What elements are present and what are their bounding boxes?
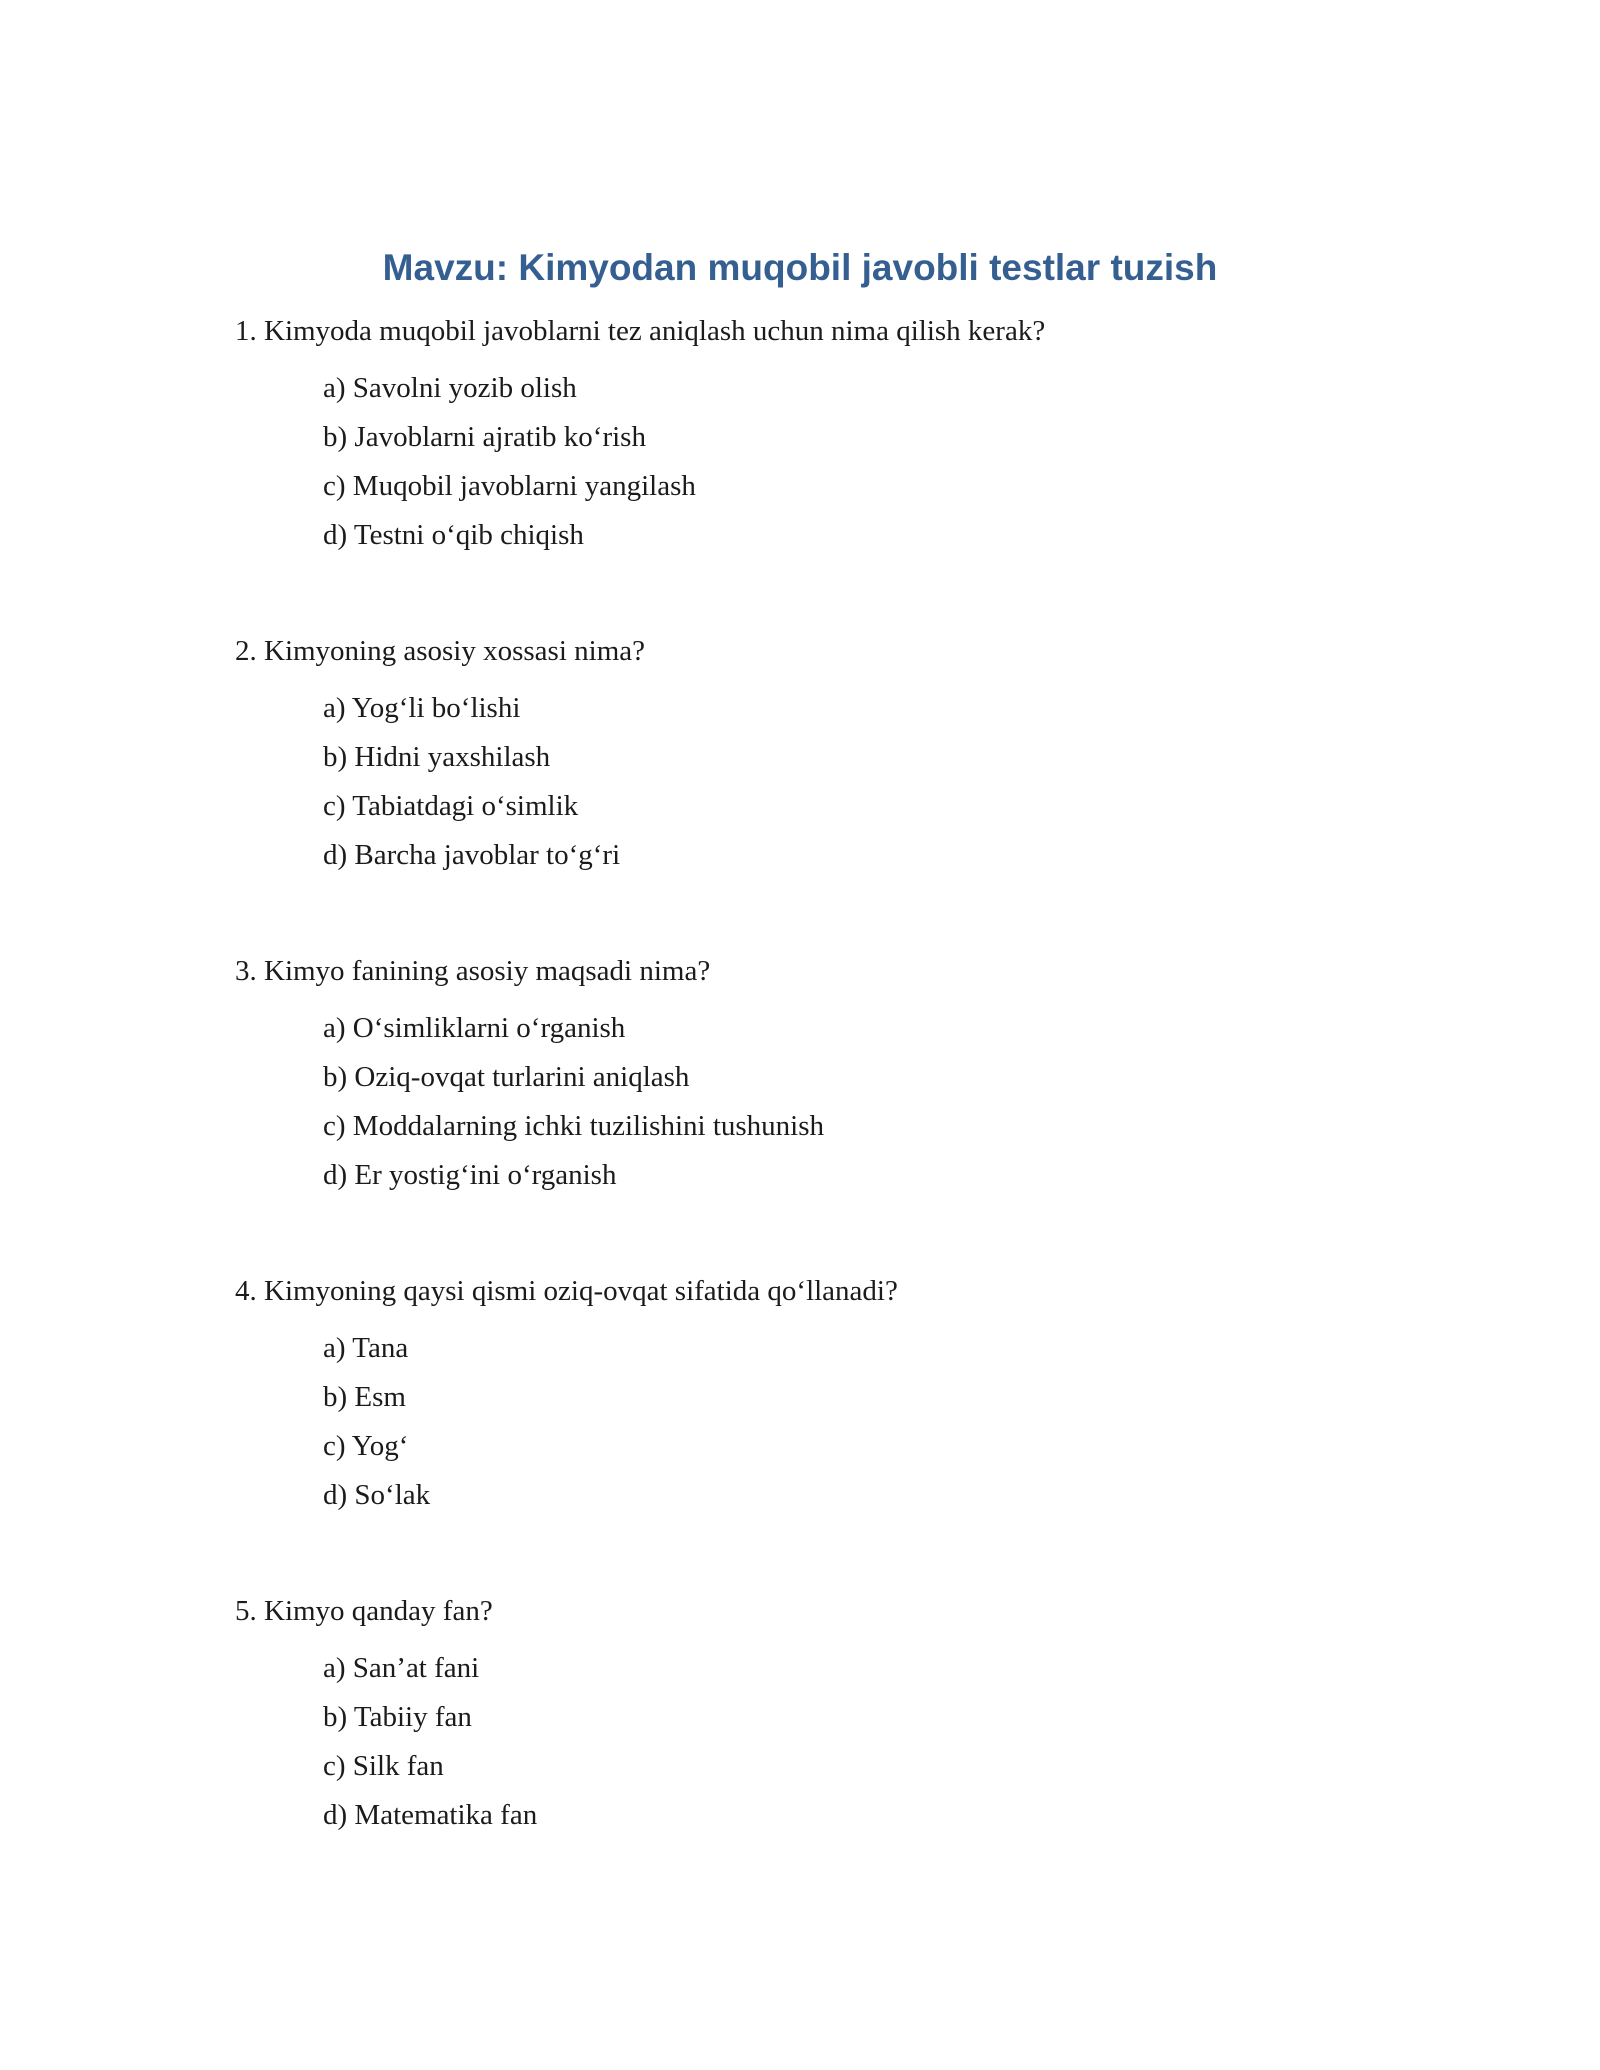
question-number: 2. (235, 635, 257, 667)
option-text: San’at fani (352, 1652, 480, 1684)
option-letter: b) (323, 1061, 348, 1093)
question-text (235, 947, 1365, 996)
option-letter: b) (323, 421, 348, 453)
options-list (235, 1324, 1365, 1520)
option-text: Matematika fan (354, 1799, 538, 1831)
option-text: So‘lak (354, 1479, 431, 1511)
question-block-1 (235, 307, 1365, 560)
option-letter: b) (323, 1381, 348, 1413)
option-text: Silk fan (352, 1750, 444, 1782)
option-d (323, 1791, 1365, 1840)
option-text: Yog‘ (351, 1430, 409, 1462)
option-c (323, 782, 1365, 831)
option-text: Tana (352, 1332, 409, 1364)
option-letter: c) (323, 1110, 346, 1142)
option-text: Tabiatdagi o‘simlik (352, 790, 579, 822)
option-text: Hidni yaxshilash (354, 741, 551, 773)
option-text: Oziq-ovqat turlarini aniqlash (354, 1061, 690, 1093)
option-a (323, 364, 1365, 413)
question-block-2 (235, 627, 1365, 880)
option-text: O‘simliklarni o‘rganish (352, 1012, 626, 1044)
option-text: Er yostig‘ini o‘rganish (354, 1159, 617, 1191)
option-letter: c) (323, 470, 346, 502)
question-number: 4. (235, 1275, 257, 1307)
option-text: Testni o‘qib chiqish (353, 519, 584, 551)
option-letter: d) (323, 519, 348, 551)
question-label: Kimyoning asosiy xossasi nima? (264, 635, 646, 667)
question-block-5 (235, 1587, 1365, 1840)
option-a (323, 1004, 1365, 1053)
options-list (235, 1644, 1365, 1840)
option-d (323, 831, 1365, 880)
question-text (235, 627, 1365, 676)
option-letter: a) (323, 372, 346, 404)
option-a (323, 1324, 1365, 1373)
option-b (323, 1693, 1365, 1742)
option-d (323, 1151, 1365, 1200)
option-c (323, 462, 1365, 511)
options-list (235, 684, 1365, 880)
question-label: Kimyo qanday fan? (264, 1595, 493, 1627)
option-letter: c) (323, 790, 346, 822)
option-c (323, 1422, 1365, 1471)
option-text: Tabiiy fan (353, 1701, 472, 1733)
options-list (235, 364, 1365, 560)
question-number: 3. (235, 955, 257, 987)
option-b (323, 1053, 1365, 1102)
option-letter: d) (323, 1479, 348, 1511)
option-text: Yog‘li bo‘lishi (351, 692, 521, 724)
question-number: 5. (235, 1595, 257, 1627)
question-label: Kimyo fanining asosiy maqsadi nima? (264, 955, 711, 987)
option-letter: a) (323, 692, 346, 724)
option-letter: c) (323, 1750, 346, 1782)
option-letter: d) (323, 839, 348, 871)
option-letter: a) (323, 1652, 346, 1684)
option-a (323, 684, 1365, 733)
option-text: Muqobil javoblarni yangilash (352, 470, 696, 502)
option-text: Barcha javoblar to‘g‘ri (354, 839, 621, 871)
option-letter: d) (323, 1799, 348, 1831)
option-c (323, 1102, 1365, 1151)
option-letter: c) (323, 1430, 346, 1462)
question-number: 1. (235, 315, 257, 347)
option-b (323, 1373, 1365, 1422)
option-letter: b) (323, 741, 348, 773)
question-text (235, 307, 1365, 356)
option-text: Savolni yozib olish (352, 372, 577, 404)
option-b (323, 733, 1365, 782)
option-letter: a) (323, 1332, 346, 1364)
options-list (235, 1004, 1365, 1200)
option-d (323, 1471, 1365, 1520)
option-d (323, 511, 1365, 560)
option-letter: a) (323, 1012, 346, 1044)
option-letter: b) (323, 1701, 348, 1733)
question-block-4 (235, 1267, 1365, 1520)
question-label: Kimyoda muqobil javoblarni tez aniqlash uchun nima qilish kerak? (264, 315, 1046, 347)
option-c (323, 1742, 1365, 1791)
option-b (323, 413, 1365, 462)
option-text: Moddalarning ichki tuzilishini tushunish (352, 1110, 825, 1142)
option-a (323, 1644, 1365, 1693)
option-letter: d) (323, 1159, 348, 1191)
question-block-3 (235, 947, 1365, 1200)
question-label: Kimyoning qaysi qismi oziq-ovqat sifatida qo‘llanadi? (264, 1275, 898, 1307)
document-title: Mavzu: Kimyodan muqobil javobli testlar tuzish (382, 247, 1218, 288)
question-text (235, 1587, 1365, 1636)
option-text: Javoblarni ajratib ko‘rish (354, 421, 646, 453)
question-text (235, 1267, 1365, 1316)
option-text: Esm (354, 1381, 406, 1413)
